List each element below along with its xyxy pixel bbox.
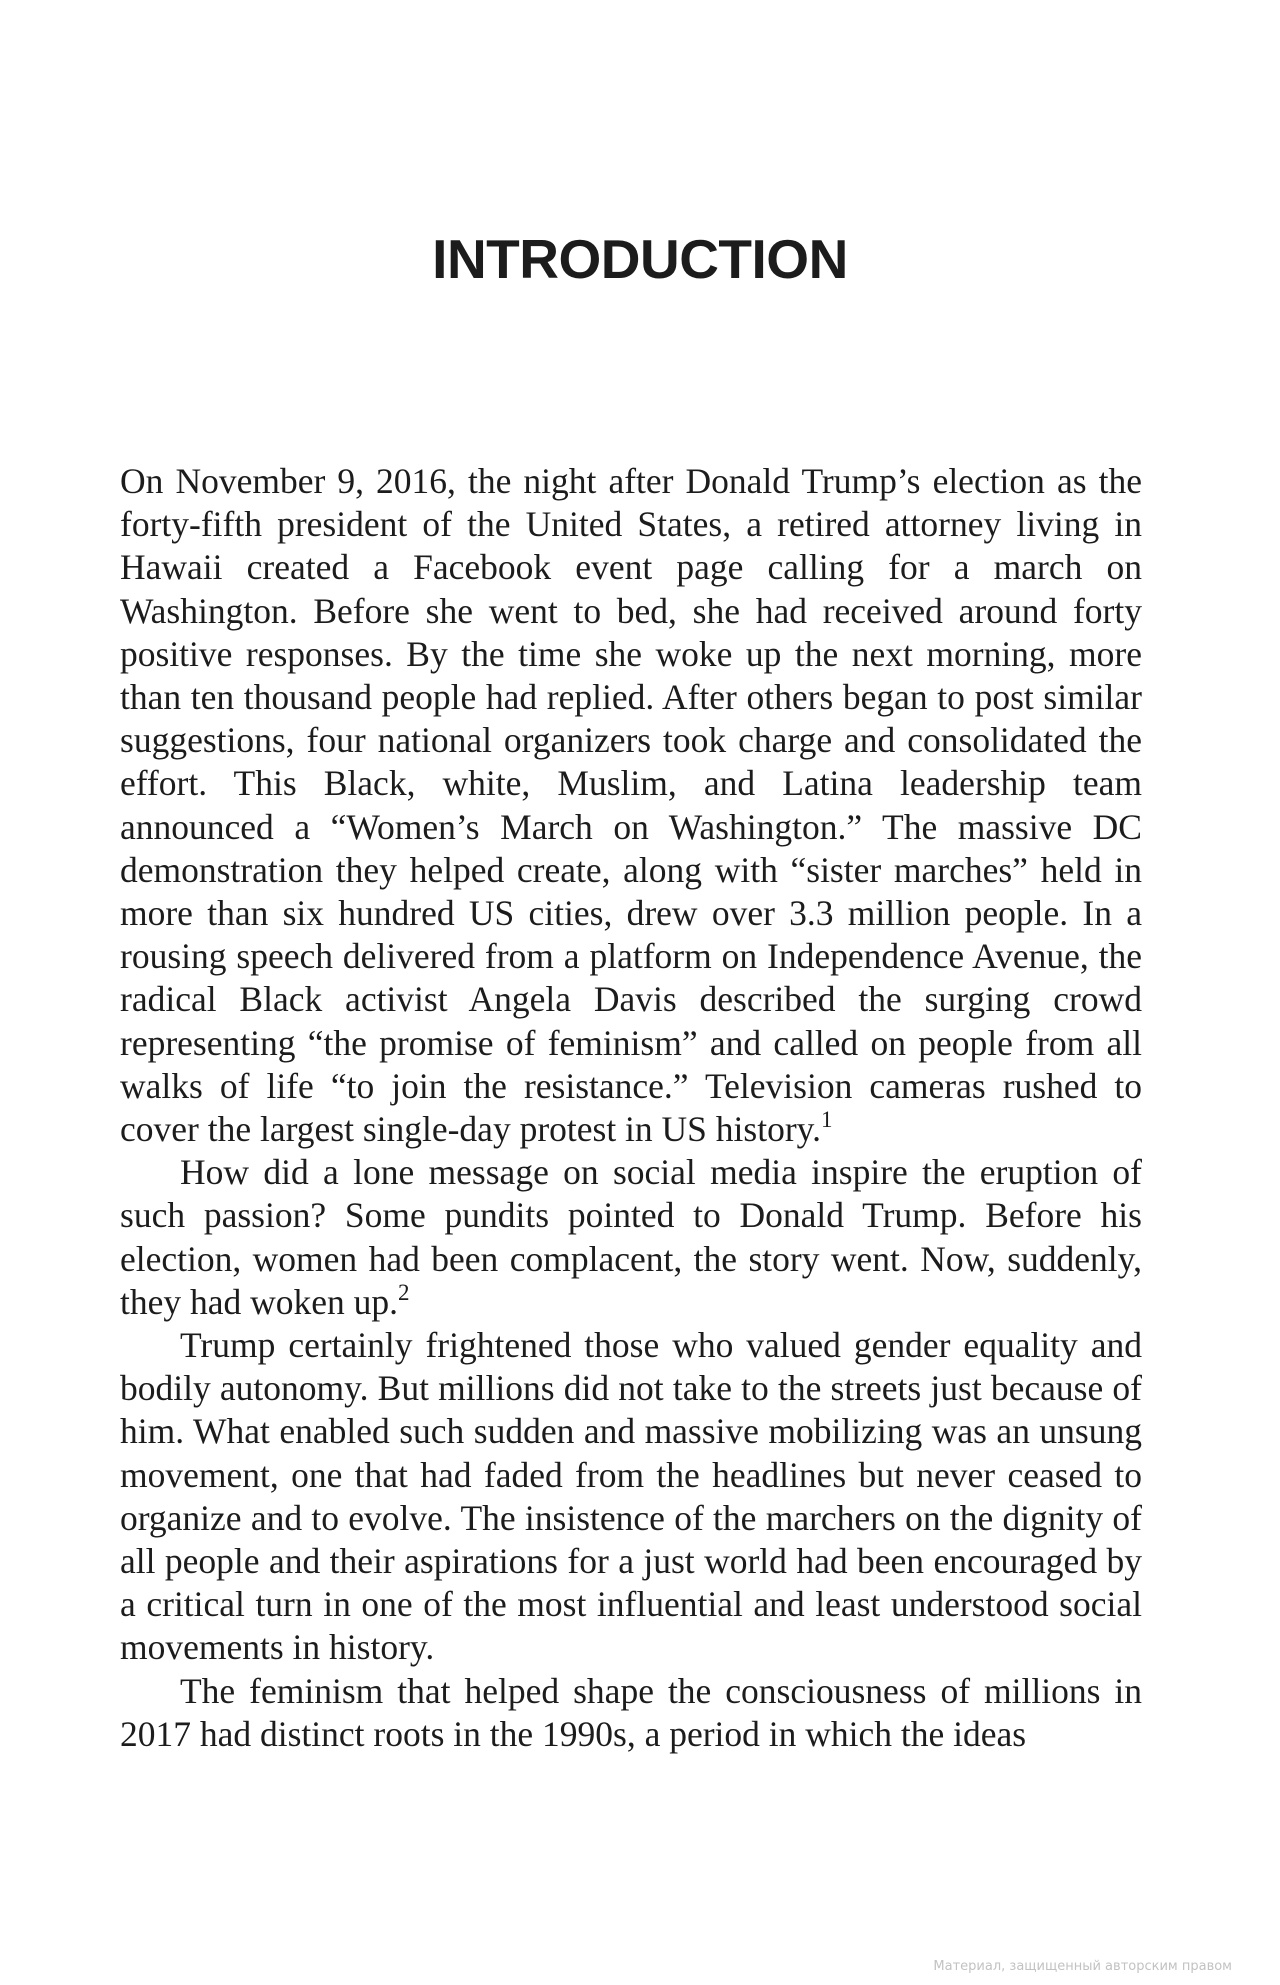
paragraph-1 (120, 460, 1142, 1151)
paragraph-4 (120, 1670, 1142, 1756)
body-text (120, 460, 1142, 1756)
footnote-marker: 1 (821, 1107, 833, 1133)
copyright-watermark: Материал, защищенный авторским правом (933, 1959, 1232, 1974)
chapter-title: INTRODUCTION (432, 228, 848, 290)
paragraph-text: On November 9, 2016, the night after Donald Trump’s election as the forty-fifth president of the United States, a retired attorney living in Hawaii created a Facebook event page calling for a march on Washington. Before she went to bed, she had received around forty positive responses. By the time she woke up the next morning, more than ten thousand people had replied. After others began to post similar suggestions, four national organizers took charge and consolidated the effort. This Black, white, Muslim, and Latina leadership team announced a “Women’s March on Washington.” The massive DC demonstration they helped create, along with “sister marches” held in more than six hundred US cities, drew over 3.3 million people. In a rousing speech delivered from a platform on Independence Avenue, the radical Black activist Angela Davis described the surging crowd representing “the promise of feminism” and called on people from all walks of life “to join the resistance.” Television cameras rushed to cover the largest single-day protest in US history. (120, 461, 1142, 1150)
paragraph-text: The feminism that helped shape the consciousness of millions in 2017 had distinct roots in the 1990s, a period in which the ideas (120, 1670, 1142, 1754)
paragraph-text: Trump certainly frightened those who valued gender equality and bodily autonomy. But millions did not take to the streets just because of him. What enabled such sudden and massive mobilizing was an unsung movement, one that had faded from the headlines but never ceased to organize and to evolve. The insistence of the marchers on the dignity of all people and their aspirations for a just world had been encouraged by a critical turn in one of the most influential and least understood social movements in history. (120, 1325, 1142, 1668)
paragraph-3 (120, 1324, 1142, 1670)
paragraph-2 (120, 1151, 1142, 1324)
footnote-marker: 2 (398, 1279, 410, 1305)
paragraph-text: How did a lone message on social media inspire the eruption of such passion? Some pundits pointed to Donald Trump. Before his election, women had been complacent, the story went. Now, suddenly, they had woken up. (120, 1152, 1142, 1322)
